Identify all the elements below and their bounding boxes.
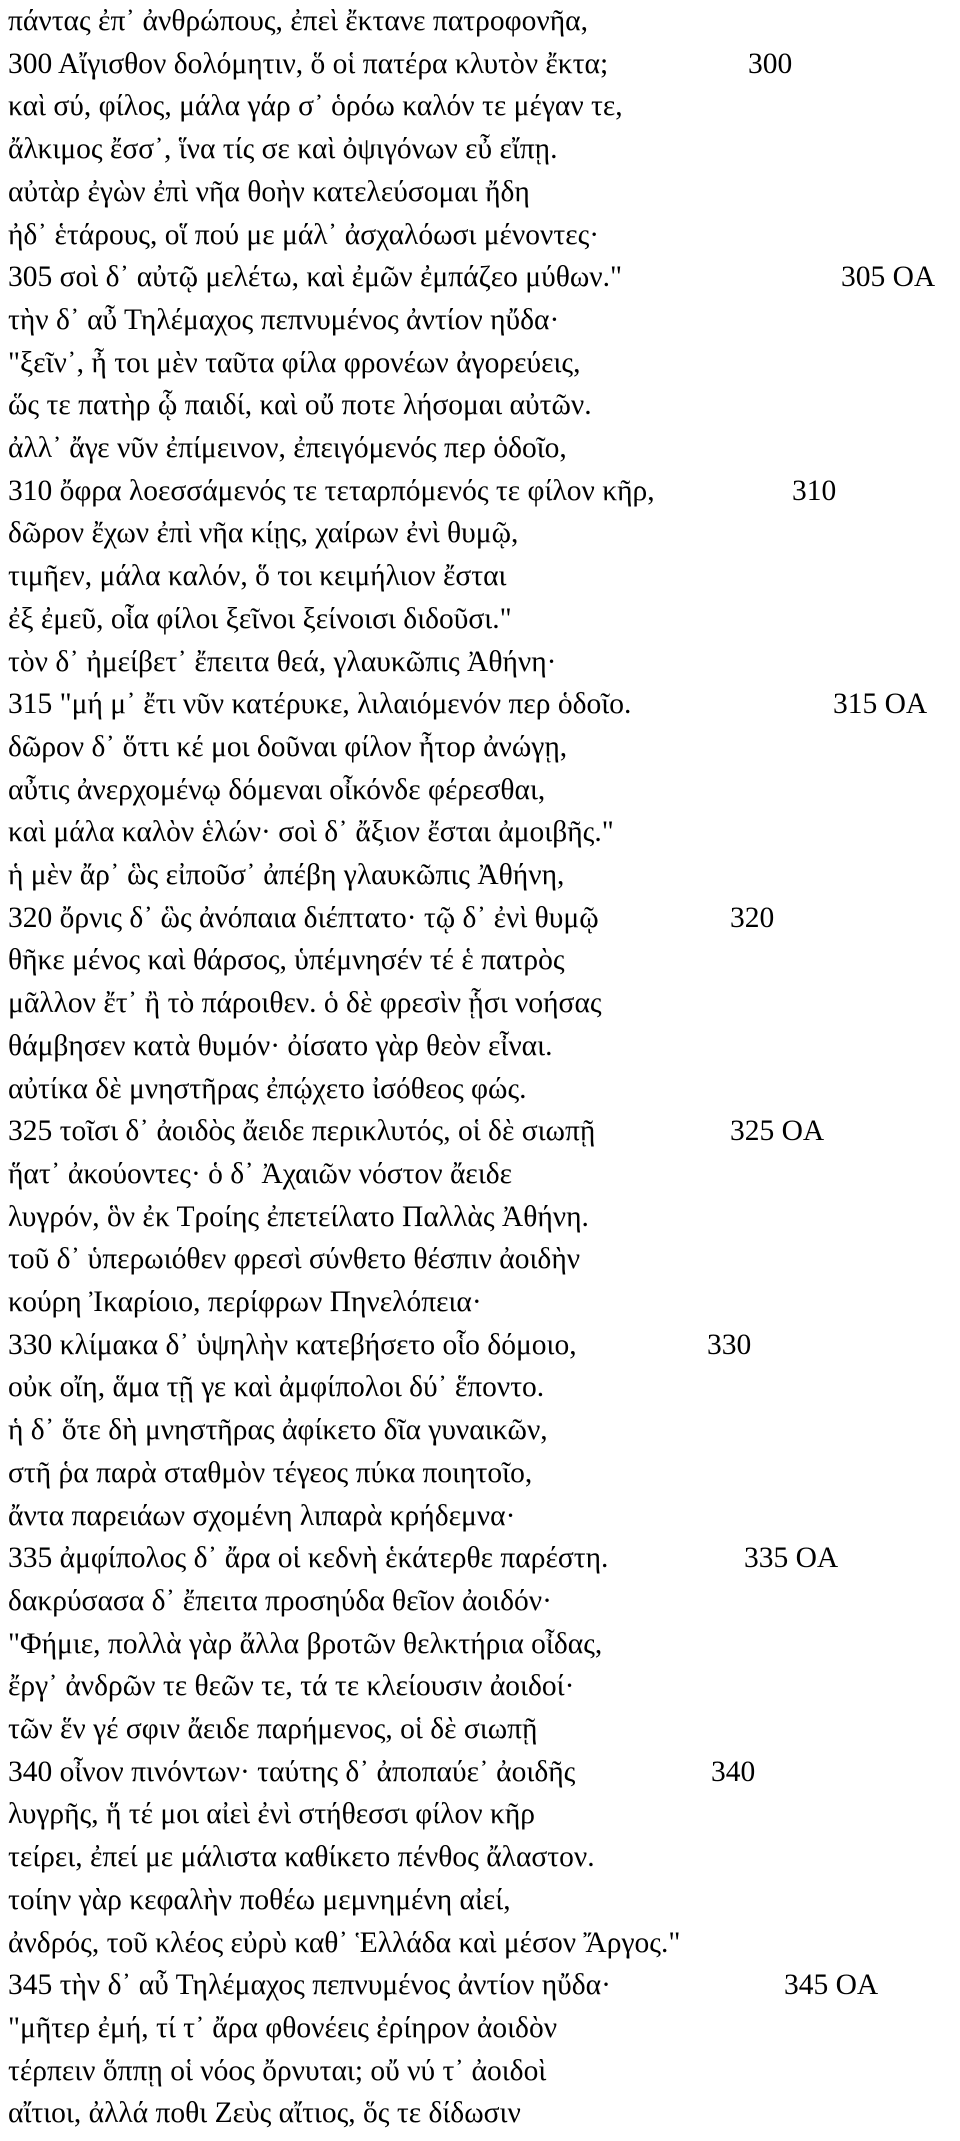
- verse-text: δῶρον δ᾽ ὅττι κέ μοι δοῦναι φίλον ἦτορ ἀνώγῃ,: [8, 730, 568, 763]
- verse-line: [8, 1366, 958, 1409]
- verse-line: [8, 2092, 958, 2135]
- verse-line: [8, 726, 958, 769]
- verse-text: ἀλλ᾽ ἄγε νῦν ἐπίμεινον, ἐπειγόμενός περ ὁδοῖο,: [8, 432, 567, 464]
- verse-line: [8, 598, 958, 641]
- verse-line: [8, 811, 958, 854]
- verse-line: [8, 512, 958, 555]
- verse-line: [8, 939, 958, 982]
- verse-line: [8, 769, 958, 812]
- verse-text: αὐτίκα δὲ μνηστῆρας ἐπῴχετο ἰσόθεος φώς.: [8, 1072, 527, 1105]
- verse-text: τείρει, ἐπεί με μάλιστα καθίκετο πένθος ἄλαστον.: [8, 1841, 595, 1874]
- verse-line: [8, 85, 958, 128]
- verse-line: [8, 2007, 958, 2050]
- verse-text: τιμῆεν, μάλα καλόν, ὅ τοι κειμήλιον ἔσται: [8, 560, 507, 593]
- verse-text: ἡ δ᾽ ὅτε δὴ μνηστῆρας ἀφίκετο δῖα γυναικῶν,: [8, 1414, 548, 1447]
- verse-line: [8, 1580, 958, 1623]
- verse-line: [8, 1153, 958, 1196]
- line-number-marker: 335 OA: [744, 1542, 839, 1575]
- verse-text: ἄντα παρειάων σχομένη λιπαρὰ κρήδεμνα·: [8, 1499, 516, 1532]
- verse-text: τοίην γὰρ κεφαλὴν ποθέω μεμνημένη αἰεί,: [8, 1883, 511, 1916]
- verse-text: τὴν δ᾽ αὖ Τηλέμαχος πεπνυμένος ἀντίον ηὔδα·: [8, 303, 560, 336]
- verse-line: [8, 982, 958, 1025]
- verse-line: [8, 1836, 958, 1879]
- verse-line: [8, 1281, 958, 1324]
- verse-line: [8, 2050, 958, 2093]
- verse-text: 330 κλίμακα δ᾽ ὑψηλὴν κατεβήσετο οἷο δόμοιο,: [8, 1328, 577, 1361]
- verse-line: [8, 1537, 958, 1580]
- verse-text: κούρη Ἰκαρίοιο, περίφρων Πηνελόπεια·: [8, 1286, 482, 1318]
- verse-text: στῆ ῥα παρὰ σταθμὸν τέγεος πύκα ποιητοῖο,: [8, 1456, 533, 1489]
- verse-line: [8, 1708, 958, 1751]
- verse-line: [8, 1495, 958, 1538]
- verse-line: [8, 897, 958, 940]
- verse-text: μᾶλλον ἔτ᾽ ἢ τὸ πάροιθεν. ὁ δὲ φρεσὶν ᾗσι νοήσας: [8, 987, 602, 1020]
- verse-line: [8, 854, 958, 897]
- verse-line: [8, 1238, 958, 1281]
- verse-line: [8, 214, 958, 257]
- verse-line: [8, 0, 958, 43]
- verse-text: τὸν δ᾽ ἠμείβετ᾽ ἔπειτα θεά, γλαυκῶπις Ἀθήνη·: [8, 645, 557, 678]
- line-number-marker: 325 OA: [730, 1115, 825, 1148]
- line-number-marker: 315 OA: [833, 688, 928, 721]
- verse-text: 345 τὴν δ᾽ αὖ Τηλέμαχος πεπνυμένος ἀντίον ηὔδα·: [8, 1969, 611, 2002]
- verse-line: [8, 683, 958, 726]
- verse-text: αὐτὰρ ἐγὼν ἐπὶ νῆα θοὴν κατελεύσομαι ἤδη: [8, 175, 530, 208]
- verse-line: [8, 1922, 958, 1965]
- verse-line: [8, 342, 958, 385]
- verse-line: [8, 470, 958, 513]
- verse-text: τοῦ δ᾽ ὑπερωιόθεν φρεσὶ σύνθετο θέσπιν ἀοιδὴν: [8, 1243, 581, 1276]
- verse-line: [8, 1751, 958, 1794]
- line-number-marker: 310: [792, 474, 837, 507]
- verse-text: 305 σοὶ δ᾽ αὐτῷ μελέτω, καὶ ἐμῶν ἐμπάζεο μύθων.": [8, 261, 623, 294]
- verse-text: λυγρῆς, ἥ τέ μοι αἰεὶ ἐνὶ στήθεσσι φίλον κῆρ: [8, 1798, 535, 1831]
- verse-text: 300 Αἴγισθον δολόμητιν, ὅ οἱ πατέρα κλυτὸν ἔκτα;: [8, 47, 609, 80]
- line-number-marker: 330: [707, 1328, 752, 1361]
- verse-text: πάντας ἐπ᾽ ἀνθρώπους, ἐπεὶ ἔκτανε πατροφονῆα,: [8, 5, 588, 37]
- line-number-marker: 320: [730, 901, 775, 934]
- line-number-marker: 300: [748, 47, 793, 80]
- line-number-marker: 345 OA: [784, 1969, 879, 2002]
- verse-line: [8, 641, 958, 684]
- verse-text: θῆκε μένος καὶ θάρσος, ὑπέμνησέν τέ ἑ πατρὸς: [8, 944, 565, 977]
- verse-line: [8, 1110, 958, 1153]
- verse-line: [8, 1623, 958, 1666]
- verse-line: [8, 1964, 958, 2007]
- verse-text: λυγρόν, ὃν ἐκ Τροίης ἐπετείλατο Παλλὰς Ἀθήνη.: [8, 1200, 589, 1233]
- verse-text: θάμβησεν κατὰ θυμόν· ὀίσατο γὰρ θεὸν εἶναι.: [8, 1029, 553, 1062]
- verse-line: [8, 1025, 958, 1068]
- verse-line: [8, 1665, 958, 1708]
- verse-text: ἀνδρός, τοῦ κλέος εὐρὺ καθ᾽ Ἑλλάδα καὶ μέσον Ἄργος.": [8, 1926, 681, 1959]
- verse-text: "μῆτερ ἐμή, τί τ᾽ ἄρα φθονέεις ἐρίηρον ἀοιδὸν: [8, 2011, 558, 2044]
- verse-line: [8, 1879, 958, 1922]
- line-number-marker: 305 OA: [841, 261, 936, 294]
- verse-text: "Φήμιε, πολλὰ γὰρ ἄλλα βροτῶν θελκτήρια οἶδας,: [8, 1627, 603, 1660]
- verse-text: ὥς τε πατὴρ ᾧ παιδί, καὶ οὔ ποτε λήσομαι αὐτῶν.: [8, 389, 592, 422]
- verse-text: 310 ὄφρα λοεσσάμενός τε τεταρπόμενός τε φίλον κῆρ,: [8, 474, 655, 507]
- verse-text: καὶ μάλα καλὸν ἑλών· σοὶ δ᾽ ἄξιον ἔσται ἀμοιβῆς.": [8, 816, 614, 849]
- verse-text: τέρπειν ὅππῃ οἱ νόος ὄρνυται; οὔ νύ τ᾽ ἀοιδοὶ: [8, 2054, 547, 2087]
- verse-text: οὐκ οἴη, ἅμα τῇ γε καὶ ἀμφίπολοι δύ᾽ ἕποντο.: [8, 1371, 545, 1404]
- verse-text: 315 "μή μ᾽ ἔτι νῦν κατέρυκε, λιλαιόμενόν περ ὁδοῖο.: [8, 688, 632, 721]
- verse-text: 335 ἀμφίπολος δ᾽ ἄρα οἱ κεδνὴ ἑκάτερθε παρέστη.: [8, 1542, 609, 1575]
- verse-line: [8, 1196, 958, 1239]
- verse-text: 325 τοῖσι δ᾽ ἀοιδὸς ἄειδε περικλυτός, οἱ δὲ σιωπῇ: [8, 1115, 596, 1148]
- verse-text: καὶ σύ, φίλος, μάλα γάρ σ᾽ ὁρόω καλόν τε μέγαν τε,: [8, 90, 623, 123]
- verse-text: δῶρον ἔχων ἐπὶ νῆα κίῃς, χαίρων ἐνὶ θυμῷ,: [8, 517, 519, 550]
- verse-text: τῶν ἕν γέ σφιν ἄειδε παρήμενος, οἱ δὲ σιωπῇ: [8, 1713, 538, 1745]
- verse-line: [8, 1068, 958, 1111]
- line-number-marker: 340: [711, 1755, 756, 1788]
- verse-text: 340 οἶνον πινόντων· ταύτης δ᾽ ἀποπαύε᾽ ἀοιδῆς: [8, 1755, 576, 1788]
- verse-text: δακρύσασα δ᾽ ἔπειτα προσηύδα θεῖον ἀοιδόν·: [8, 1584, 552, 1617]
- verse-text: αὖτις ἀνερχομένῳ δόμεναι οἶκόνδε φέρεσθαι,: [8, 773, 546, 806]
- verse-line: [8, 427, 958, 470]
- verse-line: [8, 43, 958, 86]
- verse-text: "ξεῖν᾽, ἦ τοι μὲν ταῦτα φίλα φρονέων ἀγορεύεις,: [8, 346, 581, 379]
- verse-text: ἄλκιμος ἔσσ᾽, ἵνα τίς σε καὶ ὀψιγόνων εὖ εἴπῃ.: [8, 133, 558, 166]
- verse-text: 320 ὄρνις δ᾽ ὣς ἀνόπαια διέπτατο· τῷ δ᾽ ἐνὶ θυμῷ: [8, 901, 599, 934]
- verse-text: ἡ μὲν ἄρ᾽ ὣς εἰποῦσ᾽ ἀπέβη γλαυκῶπις Ἀθήνη,: [8, 859, 565, 891]
- verse-line: [8, 256, 958, 299]
- verse-line: [8, 384, 958, 427]
- verse-text: ἐξ ἐμεῦ, οἷα φίλοι ξεῖνοι ξείνοισι διδοῦσι.": [8, 602, 512, 635]
- verse-line: [8, 171, 958, 214]
- verse-line: [8, 1793, 958, 1836]
- verse-line: [8, 128, 958, 171]
- verse-line: [8, 555, 958, 598]
- verse-line: [8, 299, 958, 342]
- verse-text: ἥατ᾽ ἀκούοντες· ὁ δ᾽ Ἀχαιῶν νόστον ἄειδε: [8, 1157, 513, 1190]
- verse-line: [8, 1324, 958, 1367]
- verse-text: ἔργ᾽ ἀνδρῶν τε θεῶν τε, τά τε κλείουσιν ἀοιδοί·: [8, 1670, 575, 1703]
- verse-line: [8, 1409, 958, 1452]
- verse-line: [8, 1452, 958, 1495]
- verse-text: ἠδ᾽ ἑτάρους, οἵ πού με μάλ᾽ ἀσχαλόωσι μένοντες·: [8, 218, 600, 251]
- verse-text: αἴτιοι, ἀλλά ποθι Ζεὺς αἴτιος, ὅς τε δίδωσιν: [8, 2097, 521, 2130]
